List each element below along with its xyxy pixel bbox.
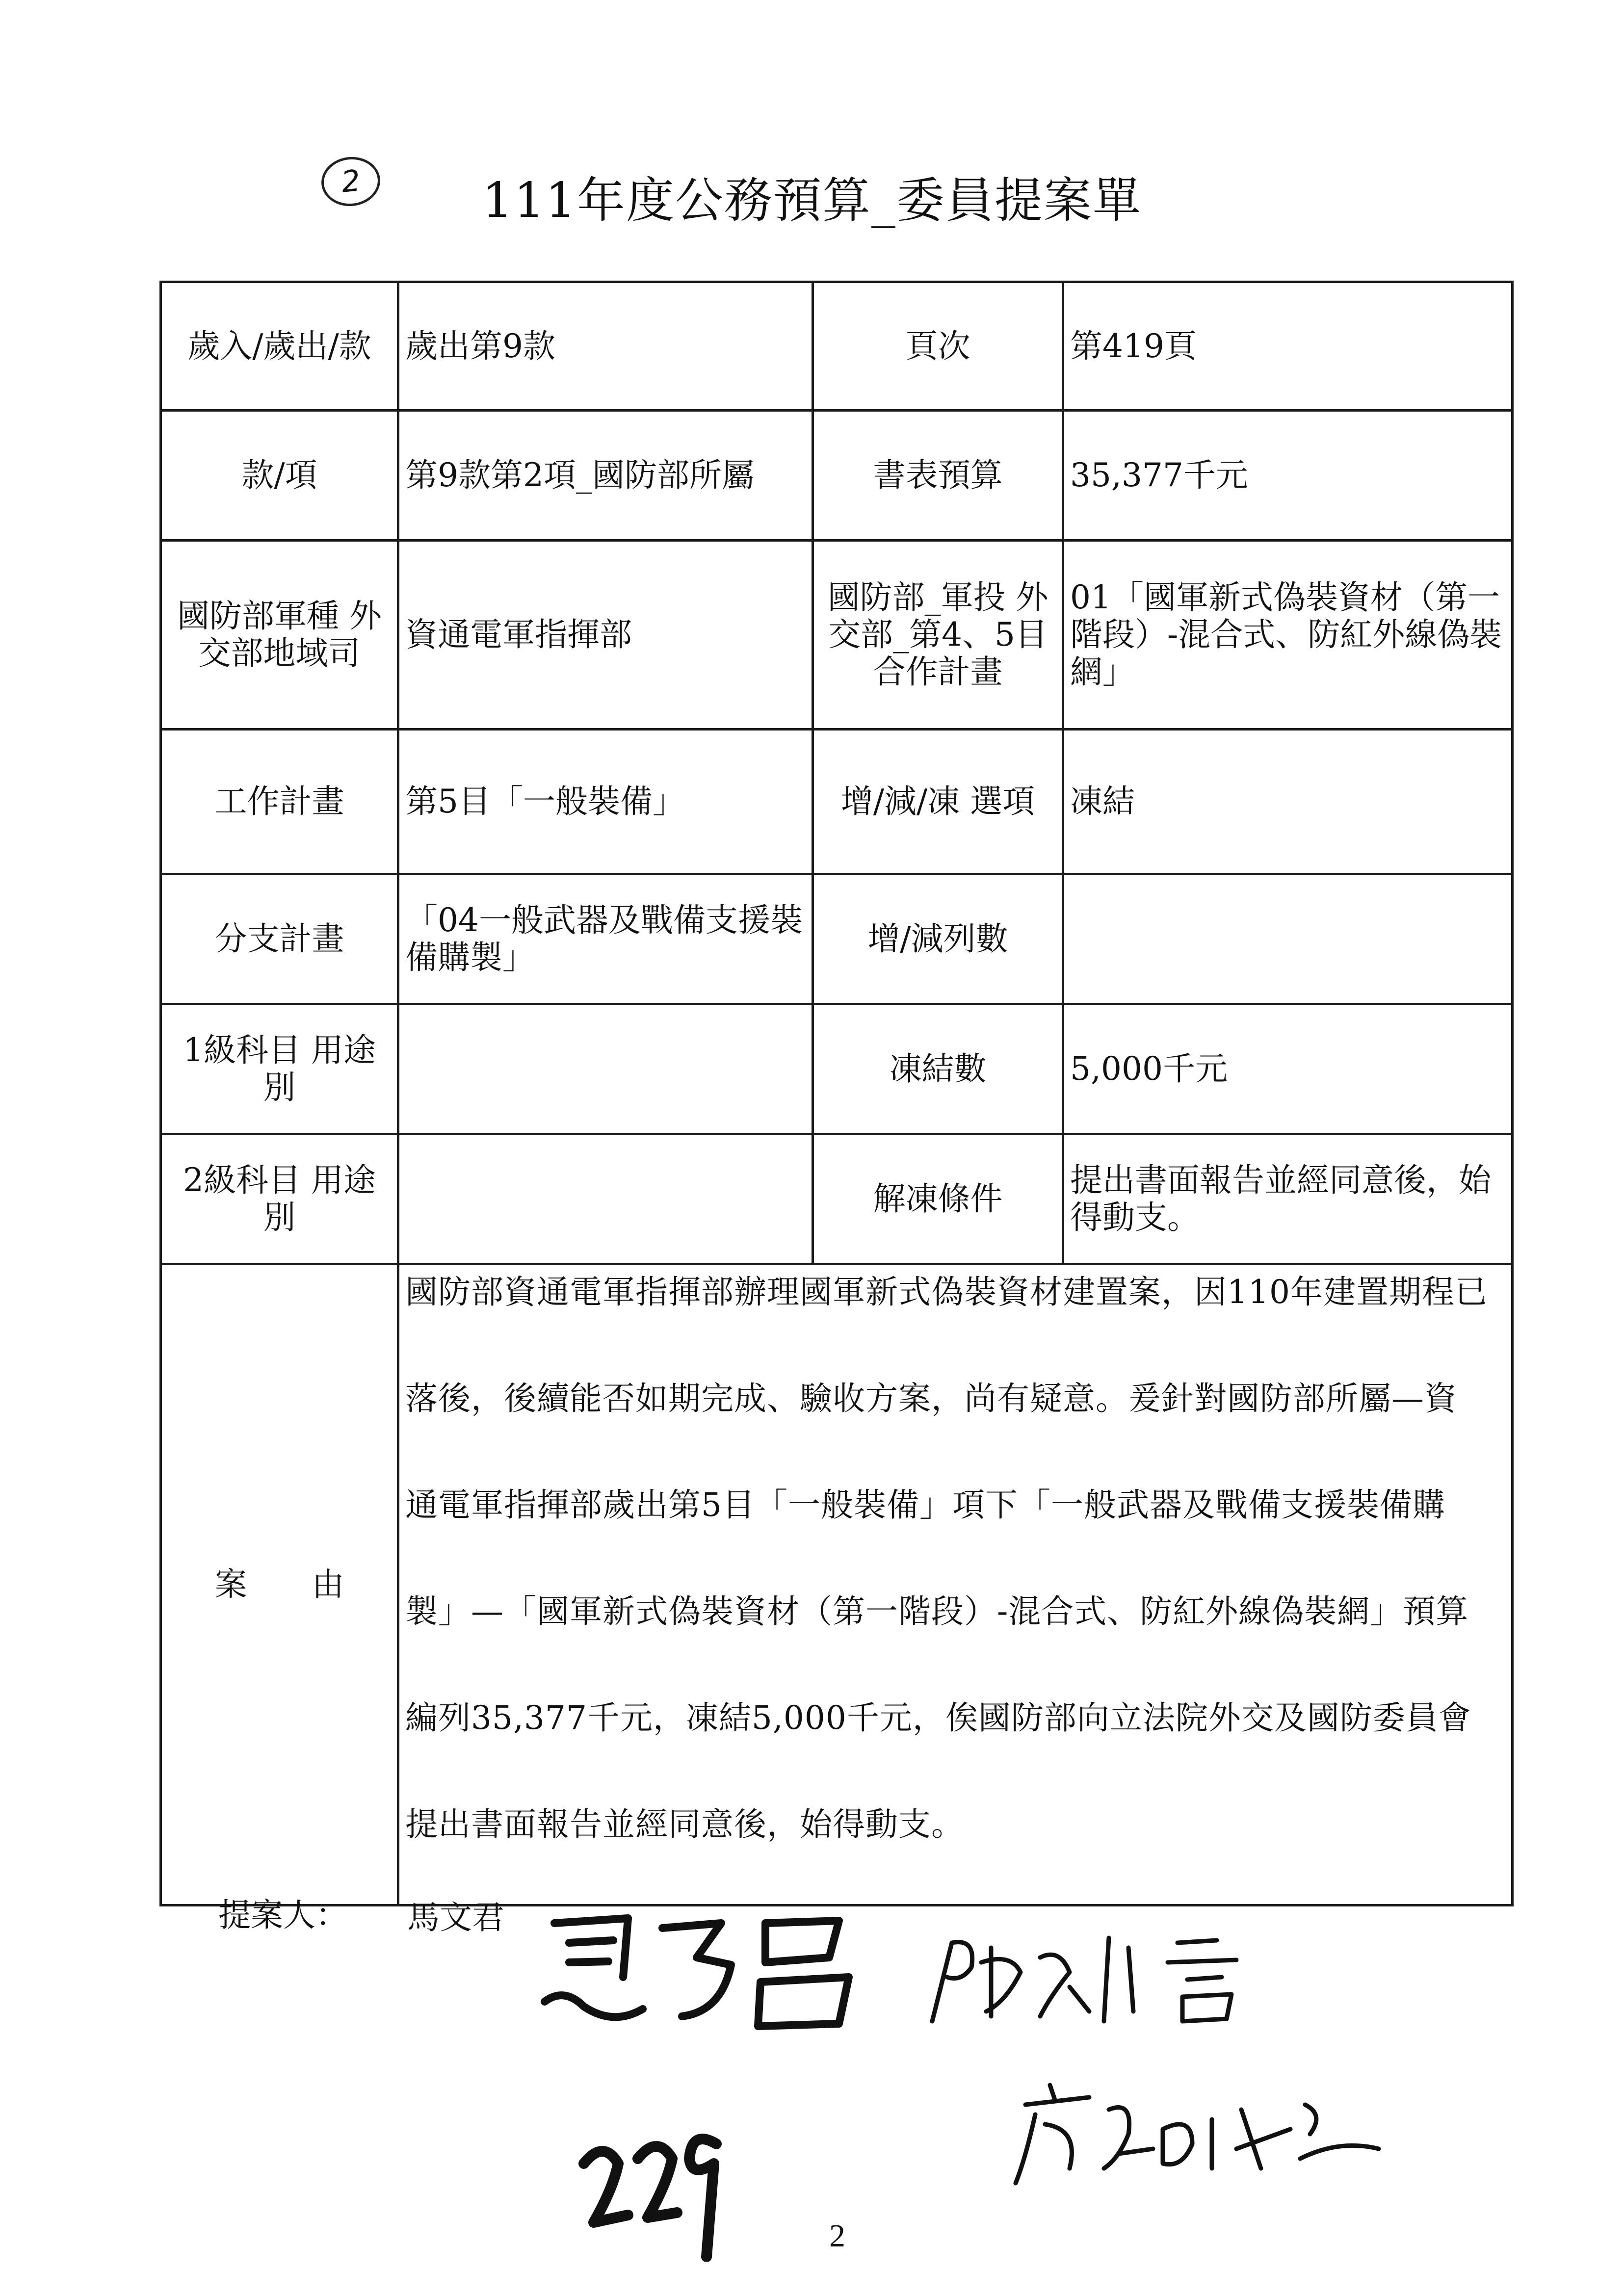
reason-line: 國防部資通電軍指揮部辦理國軍新式偽裝資材建置案，因110年建置期程已 xyxy=(405,1273,1488,1311)
handwritten-signature xyxy=(1006,2070,1388,2198)
form-row xyxy=(161,874,1513,1004)
proposer-label: 提案人： xyxy=(218,1896,348,1934)
form-row xyxy=(161,1134,1513,1264)
reason-body xyxy=(398,1264,1513,1905)
field-label: 增/減列數 xyxy=(813,874,1063,1004)
form-row xyxy=(161,1004,1513,1134)
field-label: 歲入/歲出/款 xyxy=(161,282,398,411)
field-label: 增/減/凍 選項 xyxy=(813,730,1063,874)
reason-line: 提出書面報告並經同意後，始得動支。 xyxy=(405,1805,964,1843)
form-row xyxy=(161,541,1513,730)
document-title: 111年度公務預算_委員提案單 xyxy=(482,173,1142,229)
field-label: 書表預算 xyxy=(813,411,1063,541)
field-value: 「04一般武器及戰備支援裝備購製」 xyxy=(398,874,813,1004)
field-label: 凍結數 xyxy=(813,1004,1063,1134)
field-label: 頁次 xyxy=(813,282,1063,411)
reason-line: 編列35,377千元，凍結5,000千元，俟國防部向立法院外交及國防委員會 xyxy=(405,1699,1471,1737)
circled-number-mark: 2 xyxy=(319,154,383,209)
field-value: 資通電軍指揮部 xyxy=(398,541,813,730)
form-row xyxy=(161,730,1513,874)
proposal-form-table xyxy=(159,281,1514,1906)
handwritten-number xyxy=(574,2105,731,2262)
field-value: 第419頁 xyxy=(1063,282,1513,411)
field-value: 第5目「一般裝備」 xyxy=(398,730,813,874)
field-label: 1級科目 用途別 xyxy=(161,1004,398,1134)
field-value: 提出書面報告並經同意後，始得動支。 xyxy=(1063,1134,1513,1264)
field-value xyxy=(1063,874,1513,1004)
field-value: 第9款第2項_國防部所屬 xyxy=(398,411,813,541)
page-number: 2 xyxy=(829,2218,845,2254)
proposer-name: 馬文君 xyxy=(407,1899,504,1936)
field-value xyxy=(398,1134,813,1264)
form-row xyxy=(161,282,1513,411)
field-value: 5,000千元 xyxy=(1063,1004,1513,1134)
field-label: 分支計畫 xyxy=(161,874,398,1004)
field-label: 工作計畫 xyxy=(161,730,398,874)
form-row xyxy=(161,411,1513,541)
reason-line: 落後，後續能否如期完成、驗收方案，尚有疑意。爰針對國防部所屬—資 xyxy=(405,1380,1457,1417)
field-value: 歲出第9款 xyxy=(398,282,813,411)
reason-label: 案 由 xyxy=(161,1264,398,1905)
field-label: 國防部_軍投 外交部_第4、5目合作計畫 xyxy=(813,541,1063,730)
field-value xyxy=(398,1004,813,1134)
field-label: 2級科目 用途別 xyxy=(161,1134,398,1264)
reason-line: 製」—「國軍新式偽裝資材（第一階段）-混合式、防紅外線偽裝網」預算 xyxy=(405,1592,1469,1630)
field-value: 01「國軍新式偽裝資材（第一階段）-混合式、防紅外線偽裝網」 xyxy=(1063,541,1513,730)
field-label: 解凍條件 xyxy=(813,1134,1063,1264)
reason-line: 通電軍指揮部歲出第5目「一般裝備」項下「一般武器及戰備支援裝備購 xyxy=(405,1486,1445,1524)
handwritten-signature xyxy=(535,1904,868,2041)
field-value: 35,377千元 xyxy=(1063,411,1513,541)
field-label: 款/項 xyxy=(161,411,398,541)
field-label: 國防部軍種 外交部地域司 xyxy=(161,541,398,730)
field-value: 凍結 xyxy=(1063,730,1513,874)
handwritten-signature xyxy=(922,1928,1295,2026)
reason-row xyxy=(161,1264,1513,1905)
